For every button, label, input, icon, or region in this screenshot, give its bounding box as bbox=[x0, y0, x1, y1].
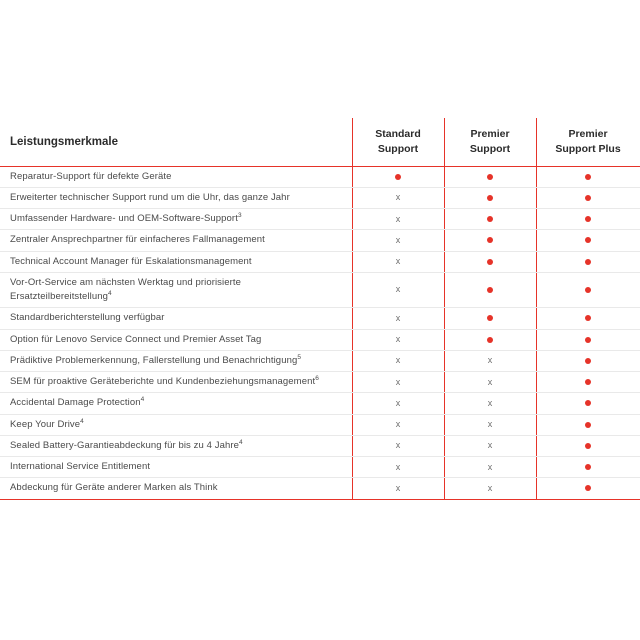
feature-label-text: Reparatur-Support für defekte Geräte bbox=[10, 170, 172, 182]
included-dot-icon bbox=[585, 174, 591, 180]
included-dot-icon bbox=[487, 174, 493, 180]
feature-label-text: International Service Entitlement bbox=[10, 461, 151, 472]
not-included-x-icon: x bbox=[395, 213, 401, 224]
footnote-marker: 3 bbox=[237, 211, 242, 219]
feature-label-text: Option für Lenovo Service Connect und Premier Asset Tag bbox=[10, 333, 262, 345]
feature-label-text: Erweiterter technischer Support rund um die Uhr, das ganze Jahr bbox=[10, 191, 290, 203]
feature-availability-cell bbox=[444, 187, 536, 208]
included-dot-icon bbox=[585, 422, 591, 428]
not-included-x-icon: x bbox=[487, 397, 493, 408]
feature-availability-cell bbox=[444, 372, 536, 393]
feature-availability-cell bbox=[536, 372, 640, 393]
feature-availability-cell bbox=[536, 272, 640, 308]
table-body bbox=[0, 166, 640, 499]
column-header-premier-support-line1: Premier bbox=[470, 127, 510, 140]
included-dot-icon bbox=[585, 287, 591, 293]
feature-label-text: Technical Account Manager für Eskalationsmanagement bbox=[10, 255, 252, 267]
feature-availability-cell bbox=[352, 329, 444, 350]
feature-availability-cell bbox=[352, 272, 444, 308]
feature-availability-cell bbox=[352, 372, 444, 393]
table-row bbox=[0, 414, 640, 435]
feature-comparison-table-wrapper bbox=[0, 118, 640, 500]
not-included-x-icon: x bbox=[395, 461, 401, 472]
table-row bbox=[0, 230, 640, 251]
feature-availability-cell bbox=[352, 478, 444, 499]
not-included-x-icon: x bbox=[395, 397, 401, 408]
footnote-marker: 6 bbox=[315, 374, 319, 382]
included-dot-icon bbox=[487, 237, 493, 243]
included-dot-icon bbox=[585, 216, 591, 222]
feature-label bbox=[0, 393, 352, 414]
feature-label bbox=[0, 457, 352, 478]
not-included-x-icon: x bbox=[487, 419, 493, 430]
feature-availability-cell bbox=[444, 414, 536, 435]
table-row bbox=[0, 435, 640, 456]
feature-availability-cell bbox=[536, 209, 640, 230]
feature-availability-cell bbox=[352, 166, 444, 187]
column-header-premier-support-line2: Support bbox=[469, 142, 511, 155]
not-included-x-icon: x bbox=[395, 312, 401, 323]
feature-label bbox=[0, 329, 352, 350]
feature-availability-cell bbox=[536, 230, 640, 251]
feature-availability-cell bbox=[444, 350, 536, 371]
table-row bbox=[0, 272, 640, 308]
not-included-x-icon: x bbox=[395, 234, 401, 245]
feature-label bbox=[0, 478, 352, 499]
table-row bbox=[0, 209, 640, 230]
included-dot-icon bbox=[487, 337, 493, 343]
feature-label bbox=[0, 435, 352, 456]
feature-label bbox=[0, 272, 352, 308]
feature-availability-cell bbox=[444, 478, 536, 499]
feature-label-text: Accidental Damage Protection bbox=[10, 397, 141, 409]
included-dot-icon bbox=[585, 464, 591, 470]
column-header-features: Leistungsmerkmale bbox=[0, 118, 352, 166]
table-header-row bbox=[0, 118, 640, 166]
footnote-marker: 4 bbox=[239, 438, 243, 446]
feature-availability-cell bbox=[352, 187, 444, 208]
not-included-x-icon: x bbox=[487, 461, 493, 472]
table-row bbox=[0, 393, 640, 414]
included-dot-icon bbox=[487, 287, 493, 293]
not-included-x-icon: x bbox=[395, 440, 401, 451]
feature-availability-cell bbox=[444, 457, 536, 478]
feature-availability-cell bbox=[352, 230, 444, 251]
feature-label bbox=[0, 308, 352, 329]
feature-availability-cell bbox=[352, 308, 444, 329]
feature-label bbox=[0, 251, 352, 272]
feature-availability-cell bbox=[352, 251, 444, 272]
feature-availability-cell bbox=[352, 209, 444, 230]
not-included-x-icon: x bbox=[395, 284, 401, 295]
feature-availability-cell bbox=[444, 209, 536, 230]
included-dot-icon bbox=[395, 174, 401, 180]
included-dot-icon bbox=[585, 400, 591, 406]
feature-label-text: SEM für proaktive Geräteberichte und Kundenbeziehungsmanagement bbox=[10, 376, 316, 387]
feature-label-text: Zentraler Ansprechpartner für einfacheres Fallmanagement bbox=[10, 234, 265, 246]
footnote-marker: 4 bbox=[80, 417, 84, 425]
footnote-marker: 4 bbox=[140, 396, 145, 404]
feature-availability-cell bbox=[352, 414, 444, 435]
feature-availability-cell bbox=[536, 435, 640, 456]
feature-label bbox=[0, 209, 352, 230]
table-row bbox=[0, 308, 640, 329]
included-dot-icon bbox=[585, 443, 591, 449]
included-dot-icon bbox=[585, 485, 591, 491]
column-header-standard-support bbox=[352, 118, 444, 166]
feature-availability-cell bbox=[352, 457, 444, 478]
column-header-premier-support-plus-line1: Premier bbox=[568, 127, 608, 140]
not-included-x-icon: x bbox=[487, 376, 493, 387]
feature-label-text: Abdeckung für Geräte anderer Marken als Think bbox=[10, 482, 218, 494]
included-dot-icon bbox=[585, 259, 591, 265]
not-included-x-icon: x bbox=[395, 334, 401, 345]
table-row bbox=[0, 478, 640, 499]
not-included-x-icon: x bbox=[395, 256, 401, 267]
feature-availability-cell bbox=[536, 478, 640, 499]
feature-availability-cell bbox=[444, 166, 536, 187]
feature-availability-cell bbox=[444, 393, 536, 414]
not-included-x-icon: x bbox=[487, 482, 493, 493]
feature-availability-cell bbox=[536, 329, 640, 350]
included-dot-icon bbox=[585, 195, 591, 201]
feature-availability-cell bbox=[444, 251, 536, 272]
included-dot-icon bbox=[487, 259, 493, 265]
feature-label bbox=[0, 350, 352, 371]
feature-label-text: Standardberichterstellung verfügbar bbox=[10, 312, 165, 324]
feature-availability-cell bbox=[536, 187, 640, 208]
feature-availability-cell bbox=[536, 414, 640, 435]
feature-availability-cell bbox=[444, 230, 536, 251]
feature-availability-cell bbox=[444, 272, 536, 308]
feature-label-text: Vor-Ort-Service am nächsten Werktag und priorisierte Ersatzteilbereitstellung bbox=[10, 276, 242, 302]
included-dot-icon bbox=[585, 237, 591, 243]
feature-label-text: Keep Your Drive bbox=[10, 418, 81, 430]
feature-label-text: Prädiktive Problemerkennung, Fallerstellung und Benachrichtigung bbox=[10, 354, 298, 366]
column-header-premier-support bbox=[444, 118, 536, 166]
included-dot-icon bbox=[585, 337, 591, 343]
included-dot-icon bbox=[487, 216, 493, 222]
column-header-standard-support-line2: Support bbox=[377, 142, 419, 155]
feature-availability-cell bbox=[352, 393, 444, 414]
feature-label bbox=[0, 166, 352, 187]
table-row bbox=[0, 372, 640, 393]
not-included-x-icon: x bbox=[395, 376, 401, 387]
feature-availability-cell bbox=[352, 435, 444, 456]
table-row bbox=[0, 166, 640, 187]
column-header-premier-support-plus-line2: Support Plus bbox=[555, 142, 621, 155]
table-header bbox=[0, 118, 640, 166]
column-header-standard-support-line1: Standard bbox=[375, 127, 421, 140]
included-dot-icon bbox=[487, 315, 493, 321]
not-included-x-icon: x bbox=[395, 482, 401, 493]
feature-label bbox=[0, 187, 352, 208]
included-dot-icon bbox=[487, 195, 493, 201]
column-header-premier-support-plus bbox=[536, 118, 640, 166]
feature-availability-cell bbox=[444, 435, 536, 456]
table-row bbox=[0, 457, 640, 478]
feature-availability-cell bbox=[444, 308, 536, 329]
not-included-x-icon: x bbox=[487, 355, 493, 366]
feature-label bbox=[0, 230, 352, 251]
feature-availability-cell bbox=[536, 166, 640, 187]
footnote-marker: 4 bbox=[107, 289, 112, 297]
not-included-x-icon: x bbox=[487, 440, 493, 451]
feature-label bbox=[0, 372, 352, 393]
feature-availability-cell bbox=[352, 350, 444, 371]
feature-availability-cell bbox=[536, 308, 640, 329]
included-dot-icon bbox=[585, 379, 591, 385]
table-row bbox=[0, 350, 640, 371]
feature-availability-cell bbox=[536, 350, 640, 371]
table-row bbox=[0, 187, 640, 208]
table-row bbox=[0, 329, 640, 350]
feature-availability-cell bbox=[536, 393, 640, 414]
not-included-x-icon: x bbox=[395, 192, 401, 203]
table-row bbox=[0, 251, 640, 272]
feature-label bbox=[0, 414, 352, 435]
feature-availability-cell bbox=[536, 457, 640, 478]
included-dot-icon bbox=[585, 358, 591, 364]
not-included-x-icon: x bbox=[395, 419, 401, 430]
feature-label-text: Umfassender Hardware- und OEM-Software-Support bbox=[10, 213, 238, 224]
included-dot-icon bbox=[585, 315, 591, 321]
feature-comparison-table bbox=[0, 118, 640, 500]
feature-label-text: Sealed Battery-Garantieabdeckung für bis zu 4 Jahre bbox=[10, 439, 240, 451]
feature-availability-cell bbox=[444, 329, 536, 350]
not-included-x-icon: x bbox=[395, 355, 401, 366]
feature-availability-cell bbox=[536, 251, 640, 272]
footnote-marker: 5 bbox=[297, 353, 302, 361]
